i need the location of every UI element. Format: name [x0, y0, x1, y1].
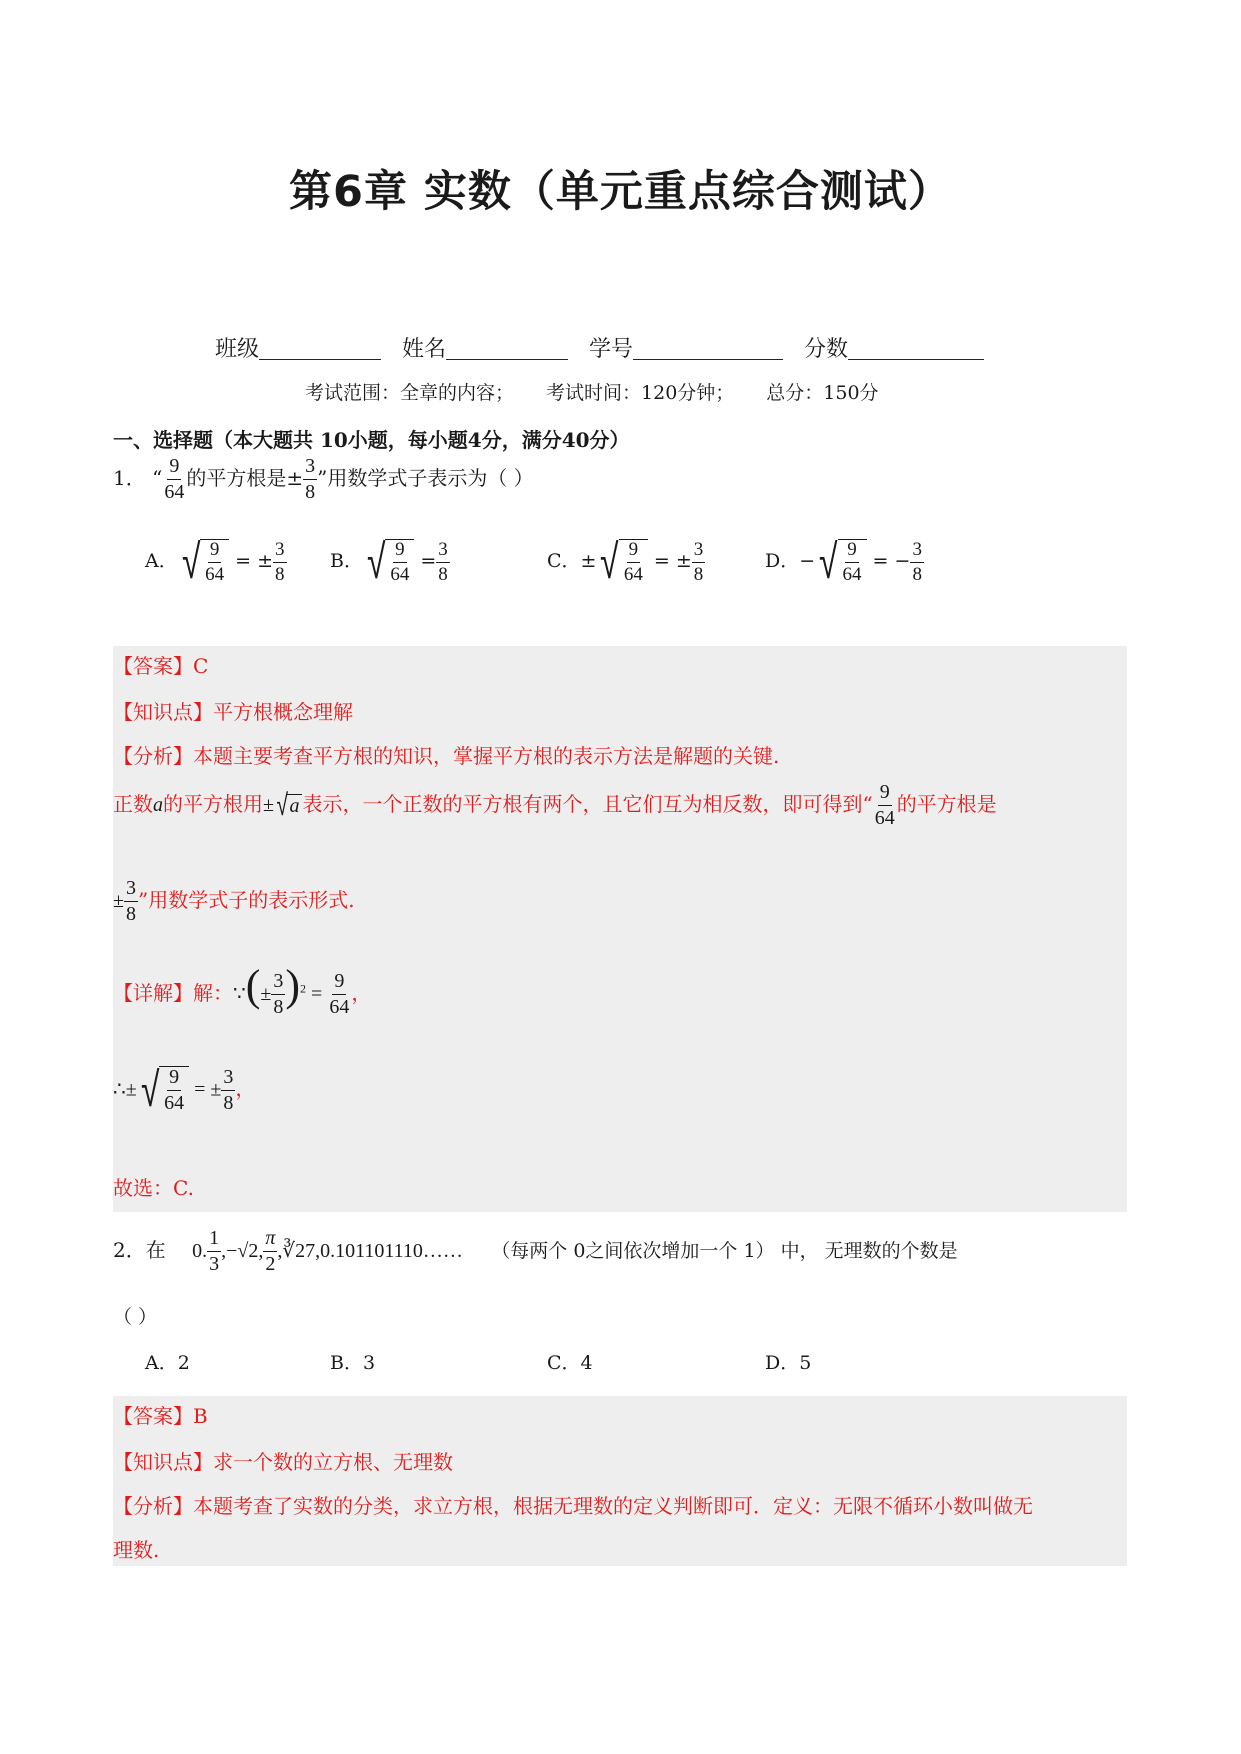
because-symbol: ∵ — [233, 983, 246, 1005]
exam-scope: 考试范围：全章的内容； — [305, 382, 515, 404]
denominator: 64 — [164, 1092, 185, 1114]
option-prefix: − — [799, 550, 816, 572]
detail: 【详解】解：∵(± $\frac{3}{8}$ )$^2$ = $\frac{9}{64}$ ， — [113, 961, 372, 1018]
fraction — [873, 782, 897, 829]
variable-a: a — [286, 794, 302, 818]
numerator: 3 — [271, 971, 285, 995]
explanation-line-1 — [113, 782, 997, 829]
denominator: 64 — [205, 564, 225, 585]
fraction — [271, 971, 285, 1018]
quote-open: “ — [152, 466, 163, 490]
plus-minus: ± — [260, 983, 272, 1005]
denominator: 64 — [623, 564, 643, 585]
sqrt: √ $\frac{9}{64}$ — [363, 538, 414, 586]
number-list: ,∛27,0.101101110…… — [277, 1240, 463, 1262]
denominator: 64 — [842, 564, 862, 585]
exam-meta — [305, 378, 911, 405]
explain-text: ”用数学式子的表示形式. — [137, 888, 355, 912]
denominator: 8 — [275, 563, 285, 585]
option-c[interactable]: C．4 — [547, 1352, 593, 1374]
explain-text: 的平方根是 — [896, 792, 997, 816]
fraction — [124, 878, 138, 925]
numerator: 3 — [124, 878, 138, 902]
numerator: 9 — [332, 971, 346, 995]
numerator: 9 — [845, 540, 859, 563]
denominator: 64 — [390, 564, 410, 585]
section-heading: 一、选择题（本大题共 10小题，每小题4分，满分40分） — [113, 428, 630, 452]
name-label: 姓名 — [402, 337, 447, 362]
conclusion: 故选：C. — [113, 1176, 194, 1200]
question-text: ”用数学式子表示为（ ） — [317, 466, 534, 490]
numerator: 3 — [692, 540, 706, 563]
denominator: 64 — [164, 481, 185, 503]
option-label: D． — [765, 550, 800, 572]
answer: 【答案】C — [113, 654, 209, 678]
comma: ， — [351, 981, 372, 1005]
question-text: 的平方根是± — [186, 466, 304, 490]
option-b[interactable]: B．3 — [330, 1352, 376, 1374]
option-label: A． — [145, 550, 178, 572]
denominator: 2 — [265, 1253, 276, 1275]
analysis: 【分析】本题考查了实数的分类，求立方根，根据无理数的定义判断即可．定义：无限不循环小数叫做无 — [113, 1494, 1033, 1518]
analysis-continued: 理数. — [113, 1538, 160, 1562]
sqrt: √ $\frac{9}{64}$ — [178, 538, 229, 586]
question-2 — [113, 1228, 958, 1275]
numerator: 9 — [167, 1067, 181, 1091]
plus-minus: ± — [125, 1078, 137, 1101]
knowledge-point: 【知识点】平方根概念理解 — [113, 700, 353, 724]
answer-panel-q1 — [113, 646, 1127, 1212]
fraction — [303, 456, 317, 503]
question-number: 1． — [113, 466, 146, 490]
numerator: 9 — [878, 782, 892, 806]
option-d[interactable]: D．5 — [765, 1352, 812, 1374]
denominator: 8 — [438, 563, 448, 585]
numerator: 9 — [208, 540, 222, 563]
explain-text: 的平方根用 — [163, 792, 263, 816]
sqrt: √ $\frac{9}{64}$ — [815, 538, 866, 586]
denominator: 8 — [693, 563, 704, 585]
denominator: 64 — [329, 996, 350, 1018]
option-label: B． — [330, 550, 363, 572]
detail-label: 【详解】解： — [113, 981, 233, 1005]
option-label: C． — [547, 550, 581, 572]
question-text: （每两个 0之间依次增加一个 1） 中， 无理数的个数是 — [491, 1240, 958, 1262]
fraction — [162, 456, 186, 503]
exam-total: 总分：150分 — [766, 382, 879, 404]
numerator: 3 — [273, 540, 287, 563]
analysis: 【分析】本题主要考查平方根的知识，掌握平方根的表示方法是解题的关键. — [113, 744, 780, 768]
answer-panel-q2 — [113, 1396, 1127, 1566]
explanation-line-2 — [113, 878, 355, 925]
number-list: 0. — [192, 1240, 208, 1262]
numerator: 3 — [303, 456, 317, 480]
fraction — [263, 1228, 277, 1275]
fraction — [221, 1067, 235, 1114]
equals: = − — [872, 550, 911, 572]
denominator: 3 — [209, 1253, 220, 1275]
exam-time: 考试时间：120分钟； — [546, 382, 735, 404]
equals: = — [420, 550, 437, 572]
numerator: 3 — [910, 540, 924, 563]
sqrt: √ a — [274, 791, 302, 821]
option-d[interactable] — [765, 534, 924, 590]
option-a[interactable] — [145, 534, 287, 590]
sqrt: √ $\frac{9}{64}$ — [137, 1066, 189, 1114]
question-number: 2．在 — [113, 1238, 166, 1262]
therefore-symbol: ∴ — [113, 1078, 126, 1101]
student-info-row — [215, 332, 998, 363]
answer: 【答案】B — [113, 1404, 208, 1428]
plus-minus: ± — [263, 794, 274, 816]
student-id-label: 学号 — [589, 337, 634, 362]
numerator: 1 — [207, 1228, 221, 1252]
option-a[interactable]: A．2 — [145, 1352, 190, 1374]
number-list: ,−√2, — [221, 1240, 264, 1262]
numerator: 3 — [221, 1067, 235, 1091]
fraction — [327, 971, 351, 1018]
score-label: 分数 — [804, 337, 849, 362]
student-id-blank[interactable] — [633, 337, 783, 360]
denominator: 8 — [305, 481, 316, 503]
numerator: π — [263, 1228, 277, 1252]
denominator: 8 — [223, 1091, 234, 1114]
page-title: 第6章 实数（单元重点综合测试） — [289, 167, 952, 217]
variable-a: a — [153, 794, 163, 816]
numerator: 3 — [436, 540, 450, 563]
class-blank[interactable] — [259, 337, 381, 360]
knowledge-point: 【知识点】求一个数的立方根、无理数 — [113, 1450, 453, 1474]
score-blank[interactable] — [848, 337, 984, 360]
equals: = ± — [653, 550, 692, 572]
plus-minus: ± — [113, 890, 124, 912]
equals: = ± — [235, 550, 274, 572]
comma: ， — [235, 1076, 256, 1101]
denominator: 8 — [125, 903, 136, 925]
question-1 — [113, 456, 534, 503]
denominator: 8 — [273, 996, 284, 1018]
option-c[interactable] — [547, 534, 705, 590]
class-label: 班级 — [215, 337, 260, 362]
numerator: 9 — [167, 456, 181, 480]
explain-text: 表示，一个正数的平方根有两个，且它们互为相反数，即可得到“ — [302, 792, 873, 816]
denominator: 8 — [912, 563, 922, 585]
therefore-line: ∴± √ $\frac{9}{64}$ = ± $\frac{3}{8}$ ， — [113, 1062, 256, 1118]
option-prefix: ± — [580, 550, 597, 572]
sqrt: √ $\frac{9}{64}$ — [596, 538, 647, 586]
explain-text: 正数 — [113, 792, 153, 816]
fraction — [207, 1228, 221, 1275]
denominator: 64 — [874, 807, 895, 829]
option-b[interactable] — [330, 534, 450, 590]
numerator: 9 — [627, 540, 641, 563]
numerator: 9 — [393, 540, 407, 563]
answer-paren: （ ） — [113, 1306, 158, 1328]
name-blank[interactable] — [446, 337, 568, 360]
